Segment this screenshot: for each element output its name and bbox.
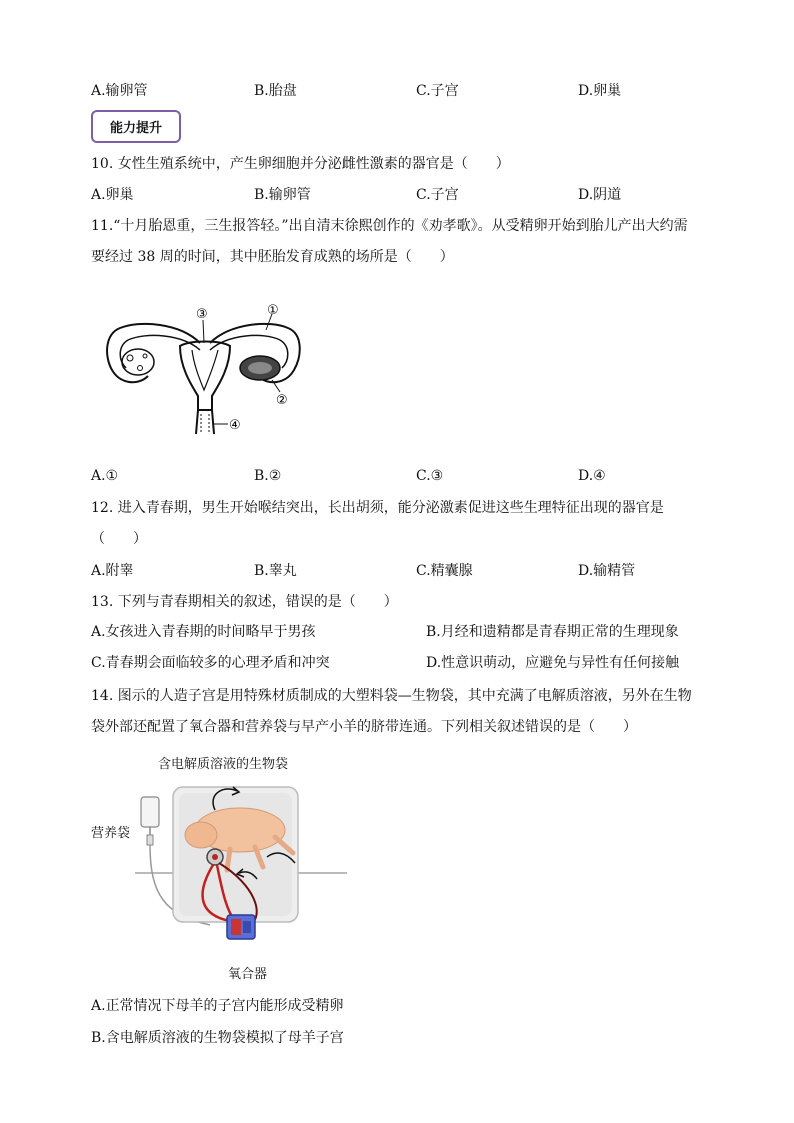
q11-option-c[interactable]: C.③ — [416, 468, 444, 484]
q12-stem-line1: 12. 进入青春期，男生开始喉结突出，长出胡须，能分泌激素促进这些生理特征出现的器官是 — [91, 500, 664, 516]
bio-bag-label: 含电解质溶液的生物袋 — [158, 757, 289, 772]
q10-stem: 10. 女性生殖系统中，产生卵细胞并分泌雌性激素的器官是（ ） — [91, 156, 510, 172]
q14-stem-line1: 14. 图示的人造子宫是用特殊材质制成的大塑料袋—生物袋，其中充满了电解质溶液，另外在生物 — [91, 688, 692, 704]
q10-option-c[interactable]: C.子宫 — [416, 187, 459, 203]
q14-stem-line2: 袋外部还配置了氧合器和营养袋与早产小羊的脐带连通。下列相关叙述错误的是（ ） — [91, 719, 637, 735]
artificial-womb-figure — [135, 775, 350, 960]
q10-option-a[interactable]: A.卵巢 — [91, 187, 134, 203]
q12-option-a[interactable]: A.附睾 — [91, 563, 134, 579]
q11-option-b[interactable]: B.② — [254, 468, 282, 484]
q9-option-c[interactable]: C.子宫 — [416, 83, 459, 99]
q9-option-d[interactable]: D.卵巢 — [578, 83, 622, 99]
q10-option-b[interactable]: B.输卵管 — [254, 187, 311, 203]
section-badge — [91, 110, 181, 143]
q13-stem: 13. 下列与青春期相关的叙述，错误的是（ ） — [91, 594, 398, 610]
q12-option-c[interactable]: C.精囊腺 — [416, 563, 473, 579]
section-label: 能力提升 — [109, 121, 162, 136]
q12-option-d[interactable]: D.输精管 — [578, 563, 636, 579]
figure-mark-3: ③ — [196, 307, 208, 322]
q9-option-a[interactable]: A.输卵管 — [91, 83, 148, 99]
q13-option-d[interactable]: D.性意识萌动，应避免与异性有任何接触 — [426, 655, 680, 671]
q12-option-b[interactable]: B.睾丸 — [254, 563, 297, 579]
q11-stem-line1: 11.“十月胎恩重，三生报答轻。”出自清末徐熙创作的《劝孝歌》。从受精卵开始到胎儿产出大约需 — [91, 218, 688, 234]
q13-option-a[interactable]: A.女孩进入青春期的时间略早于男孩 — [91, 624, 316, 640]
q13-option-c[interactable]: C.青春期会面临较多的心理矛盾和冲突 — [91, 655, 330, 671]
q10-option-d[interactable]: D.阴道 — [578, 187, 622, 203]
q14-option-a[interactable]: A.正常情况下母羊的子宫内能形成受精卵 — [91, 998, 344, 1014]
q14-option-b[interactable]: B.含电解质溶液的生物袋模拟了母羊子宫 — [91, 1030, 344, 1046]
figure-mark-1: ① — [267, 303, 279, 318]
q11-option-a[interactable]: A.① — [91, 468, 119, 484]
figure-mark-2: ② — [276, 393, 288, 408]
q11-option-d[interactable]: D.④ — [578, 468, 606, 484]
q9-option-b[interactable]: B.胎盘 — [254, 83, 297, 99]
nutrient-bag-label: 营养袋 — [91, 826, 131, 841]
female-reproductive-system-figure — [100, 298, 310, 440]
oxygenator-label: 氧合器 — [228, 967, 268, 982]
q12-stem-line2: （ ） — [91, 531, 147, 547]
q13-option-b[interactable]: B.月经和遗精都是青春期正常的生理现象 — [426, 624, 679, 640]
q11-stem-line2: 要经过 38 周的时间，其中胚胎发育成熟的场所是（ ） — [91, 249, 454, 265]
figure-mark-4: ④ — [229, 418, 241, 433]
